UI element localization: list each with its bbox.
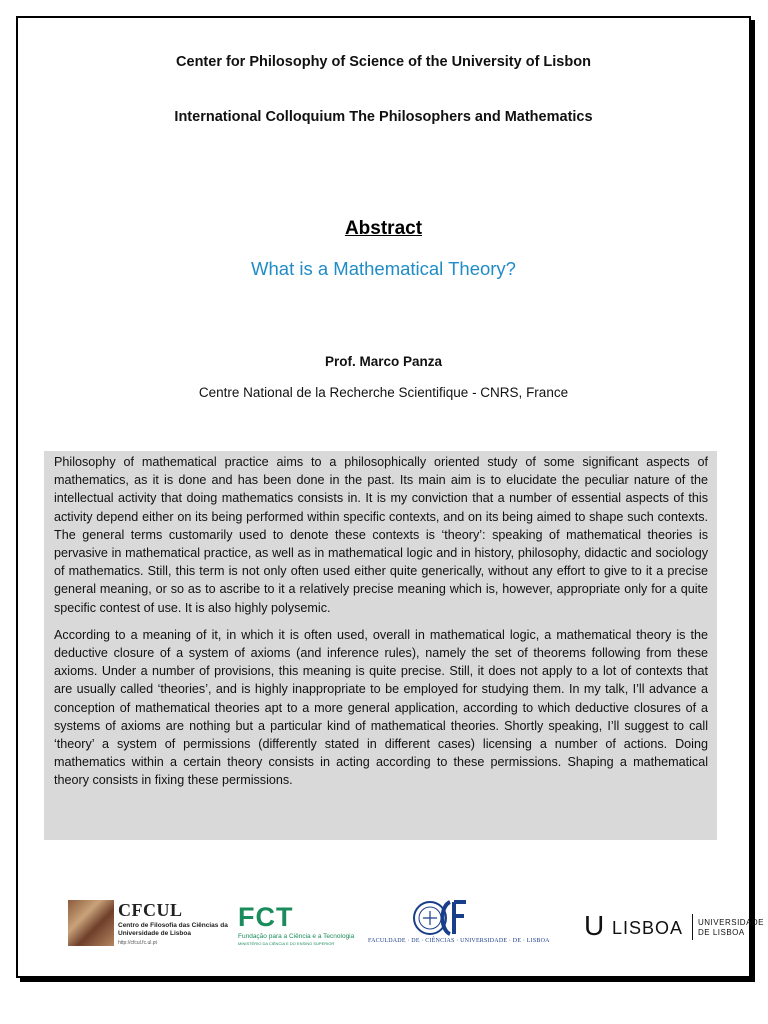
ulisboa-university-line1: UNIVERSIDADE	[698, 918, 765, 927]
cfcul-logo-name: CFCUL	[118, 900, 183, 920]
fcul-logo	[368, 898, 550, 948]
abstract-heading: Abstract	[344, 218, 423, 239]
fcul-logo-subtitle: FACULDADE · DE · CIÊNCIAS · UNIVERSIDADE · DE · LISBOA	[368, 938, 550, 944]
ulisboa-logo-university	[698, 918, 764, 938]
fct-logo-ministry: MINISTÉRIO DA CIÊNCIA E DO ENSINO SUPERIOR	[238, 941, 335, 946]
ulisboa-logo-lisboa: LISBOA	[612, 918, 684, 938]
cfcul-logo	[68, 900, 228, 948]
fcul-emblem-icon	[410, 898, 474, 938]
talk-title: What is a Mathematical Theory?	[251, 258, 516, 279]
ulisboa-logo-u: U	[584, 910, 605, 941]
colloquium-heading: International Colloquium The Philosophers and Mathematics	[174, 109, 593, 125]
organization-heading: Center for Philosophy of Science of the University of Lisbon	[176, 54, 591, 70]
ulisboa-logo	[584, 908, 765, 944]
ulisboa-university-line2: DE LISBOA	[698, 928, 745, 937]
fct-logo-subtitle: Fundação para a Ciência e a Tecnologia	[238, 933, 355, 940]
author-name: Prof. Marco Panza	[324, 354, 443, 369]
fct-logo-name: FCT	[238, 902, 294, 932]
abstract-paragraph-1: Philosophy of mathematical practice aims to a philosophically oriented study of some significant aspects of mathematics, as it is done and has been done in the past. Its main aim is to elucidate the peculiar nature of the intellectual activity that doing mathematics consists in. It is my conviction that a number of essential aspects of this activity depend either on its being performed within specific contexts, and on its being aimed to shape such contexts. The general terms customarily used to denote these contexts is ‘theory’: speaking of mathematical theories is pervasive in mathematical practice, as well as in mathematical logic and in history, philosophy, didactic and sociology of mathematics. Still, this term is not only often used either quite generically, without any effort to give to it a precise general meaning, or so as to ascribe to it a relatively precise meaning which is, however, appropriate only for a quite specific contest of use. It is also highly polysemic.	[54, 455, 708, 615]
cfcul-logo-subtitle: Centro de Filosofia das Ciências da Universidade de Lisboa	[118, 922, 228, 937]
sponsor-logos	[18, 898, 765, 958]
document-page	[16, 16, 765, 978]
abstract-paragraph-2: According to a meaning of it, in which it is often used, overall in mathematical logic, a mathematical theory is the deductive closure of a system of axioms (and inference rules), namely the set of theorems following from these axioms. Under a number of provisions, this meaning is quite precise. Still, it does not apply to a lot of contexts that are usually called ‘theories’, and is highly inappropriate to be employed for studying them. In my talk, I’ll advance a conception of mathematical theories apt to a more general application, according to which deductive closures of a systems of axioms are nothing but a particular kind of mathematical theories. Shortly speaking, I’ll suggest to call ‘theory’ a system of permissions (differently stated in different cases) licensing a number of actions. Doing mathematics within a certain theory consists in acting according to these permissions. Shaping a mathematical theory consists in fixing these permissions.	[54, 627, 708, 788]
author-affiliation: Centre National de la Recherche Scientifique - CNRS, France	[198, 385, 569, 400]
cfcul-painting-image	[68, 900, 114, 946]
ulisboa-logo-divider	[692, 914, 693, 940]
fct-logo	[238, 902, 368, 948]
cfcul-logo-url: http://cfcul.fc.ul.pt	[118, 940, 157, 946]
abstract-text-box	[44, 451, 717, 840]
